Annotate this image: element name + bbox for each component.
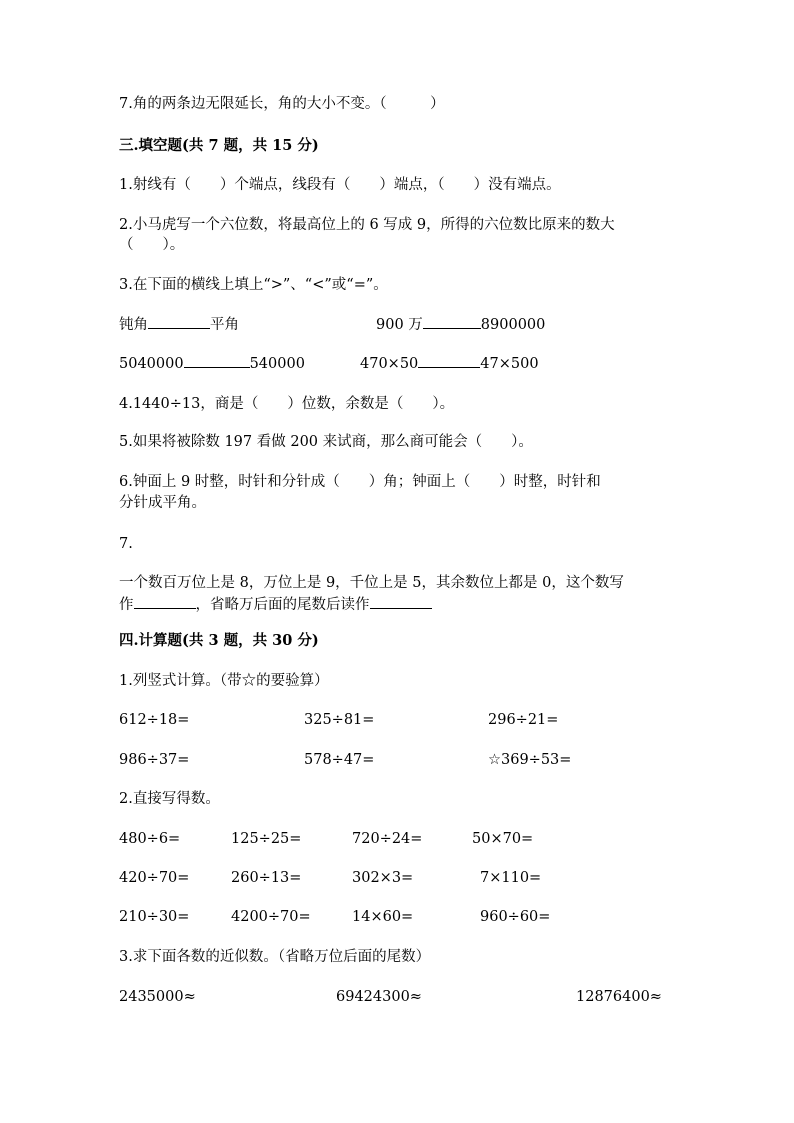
- oral-calc: 480÷6=: [119, 831, 181, 847]
- fill-question-7-cont: [119, 594, 432, 615]
- compare-left: 钝角: [119, 317, 148, 333]
- oral-calc: 4200÷70=: [231, 909, 311, 925]
- answer-blank: [370, 594, 432, 609]
- q7-text-a: 作: [119, 597, 134, 613]
- compare-right: 540000: [249, 356, 305, 372]
- calc-question-1: 1.列竖式计算。（带☆的要验算）: [119, 673, 329, 689]
- approx-item: 12876400≈: [576, 989, 662, 1005]
- compare-left: 900 万: [376, 317, 423, 333]
- oral-calc: 302×3=: [352, 870, 414, 886]
- answer-blank: [418, 353, 480, 368]
- oral-calc: 260÷13=: [231, 870, 302, 886]
- answer-blank: [148, 314, 210, 329]
- answer-blank: [423, 314, 481, 329]
- fill-question-2-cont: （ ）。: [119, 237, 185, 253]
- compare-left: 470×50: [360, 356, 419, 372]
- calc-question-3: 3.求下面各数的近似数。（省略万位后面的尾数）: [119, 949, 431, 965]
- approx-item: 69424300≈: [336, 989, 422, 1005]
- oral-calc: 420÷70=: [119, 870, 190, 886]
- section-3-title: 三.填空题(共 7 题，共 15 分): [119, 137, 319, 154]
- vertical-calc: 296÷21=: [488, 712, 559, 728]
- vertical-calc: ☆369÷53=: [488, 752, 572, 768]
- compare-left: 5040000: [119, 356, 184, 372]
- oral-calc: 210÷30=: [119, 909, 190, 925]
- fill-question-4: 4.1440÷13，商是（ ）位数，余数是（ ）。: [119, 396, 455, 412]
- judge-question-7: 7.角的两条边无限延长，角的大小不变。（ ）: [119, 96, 445, 112]
- vertical-calc: 986÷37=: [119, 752, 190, 768]
- compare-right: 47×500: [480, 356, 539, 372]
- fill-question-7-number: 7.: [119, 536, 133, 552]
- compare-right: 8900000: [480, 317, 546, 333]
- q7-text-b: ，省略万后面的尾数后读作: [195, 597, 370, 613]
- fill-question-1: 1.射线有（ ）个端点，线段有（ ）端点，（ ）没有端点。: [119, 177, 561, 193]
- fill-question-5: 5.如果将被除数 197 看做 200 来试商，那么商可能会（ ）。: [119, 434, 533, 450]
- fill-question-6: 6.钟面上 9 时整，时针和分针成（ ）角；钟面上（ ）时整，时针和: [119, 474, 601, 490]
- oral-calc: 720÷24=: [352, 831, 423, 847]
- fill-question-6-cont: 分针成平角。: [119, 495, 206, 511]
- compare-item: [119, 353, 305, 374]
- calc-question-2: 2.直接写得数。: [119, 791, 220, 807]
- compare-item: [360, 353, 539, 374]
- vertical-calc: 578÷47=: [304, 752, 375, 768]
- fill-question-3: 3.在下面的横线上填上“>”、“<”或“=”。: [119, 277, 388, 293]
- fill-question-2: 2.小马虎写一个六位数，将最高位上的 6 写成 9，所得的六位数比原来的数大: [119, 217, 615, 233]
- compare-item: [376, 314, 545, 335]
- oral-calc: 125÷25=: [231, 831, 302, 847]
- fill-question-7: 一个数百万位上是 8，万位上是 9，千位上是 5，其余数位上都是 0，这个数写: [119, 575, 624, 591]
- approx-item: 2435000≈: [119, 989, 196, 1005]
- vertical-calc: 612÷18=: [119, 712, 190, 728]
- oral-calc: 7×110=: [480, 870, 542, 886]
- oral-calc: 50×70=: [472, 831, 534, 847]
- oral-calc: 14×60=: [352, 909, 414, 925]
- section-4-title: 四.计算题(共 3 题，共 30 分): [119, 632, 319, 649]
- compare-right: 平角: [210, 317, 239, 333]
- oral-calc: 960÷60=: [480, 909, 551, 925]
- answer-blank: [184, 353, 250, 368]
- compare-item: [119, 314, 239, 335]
- answer-blank: [134, 594, 196, 609]
- vertical-calc: 325÷81=: [304, 712, 375, 728]
